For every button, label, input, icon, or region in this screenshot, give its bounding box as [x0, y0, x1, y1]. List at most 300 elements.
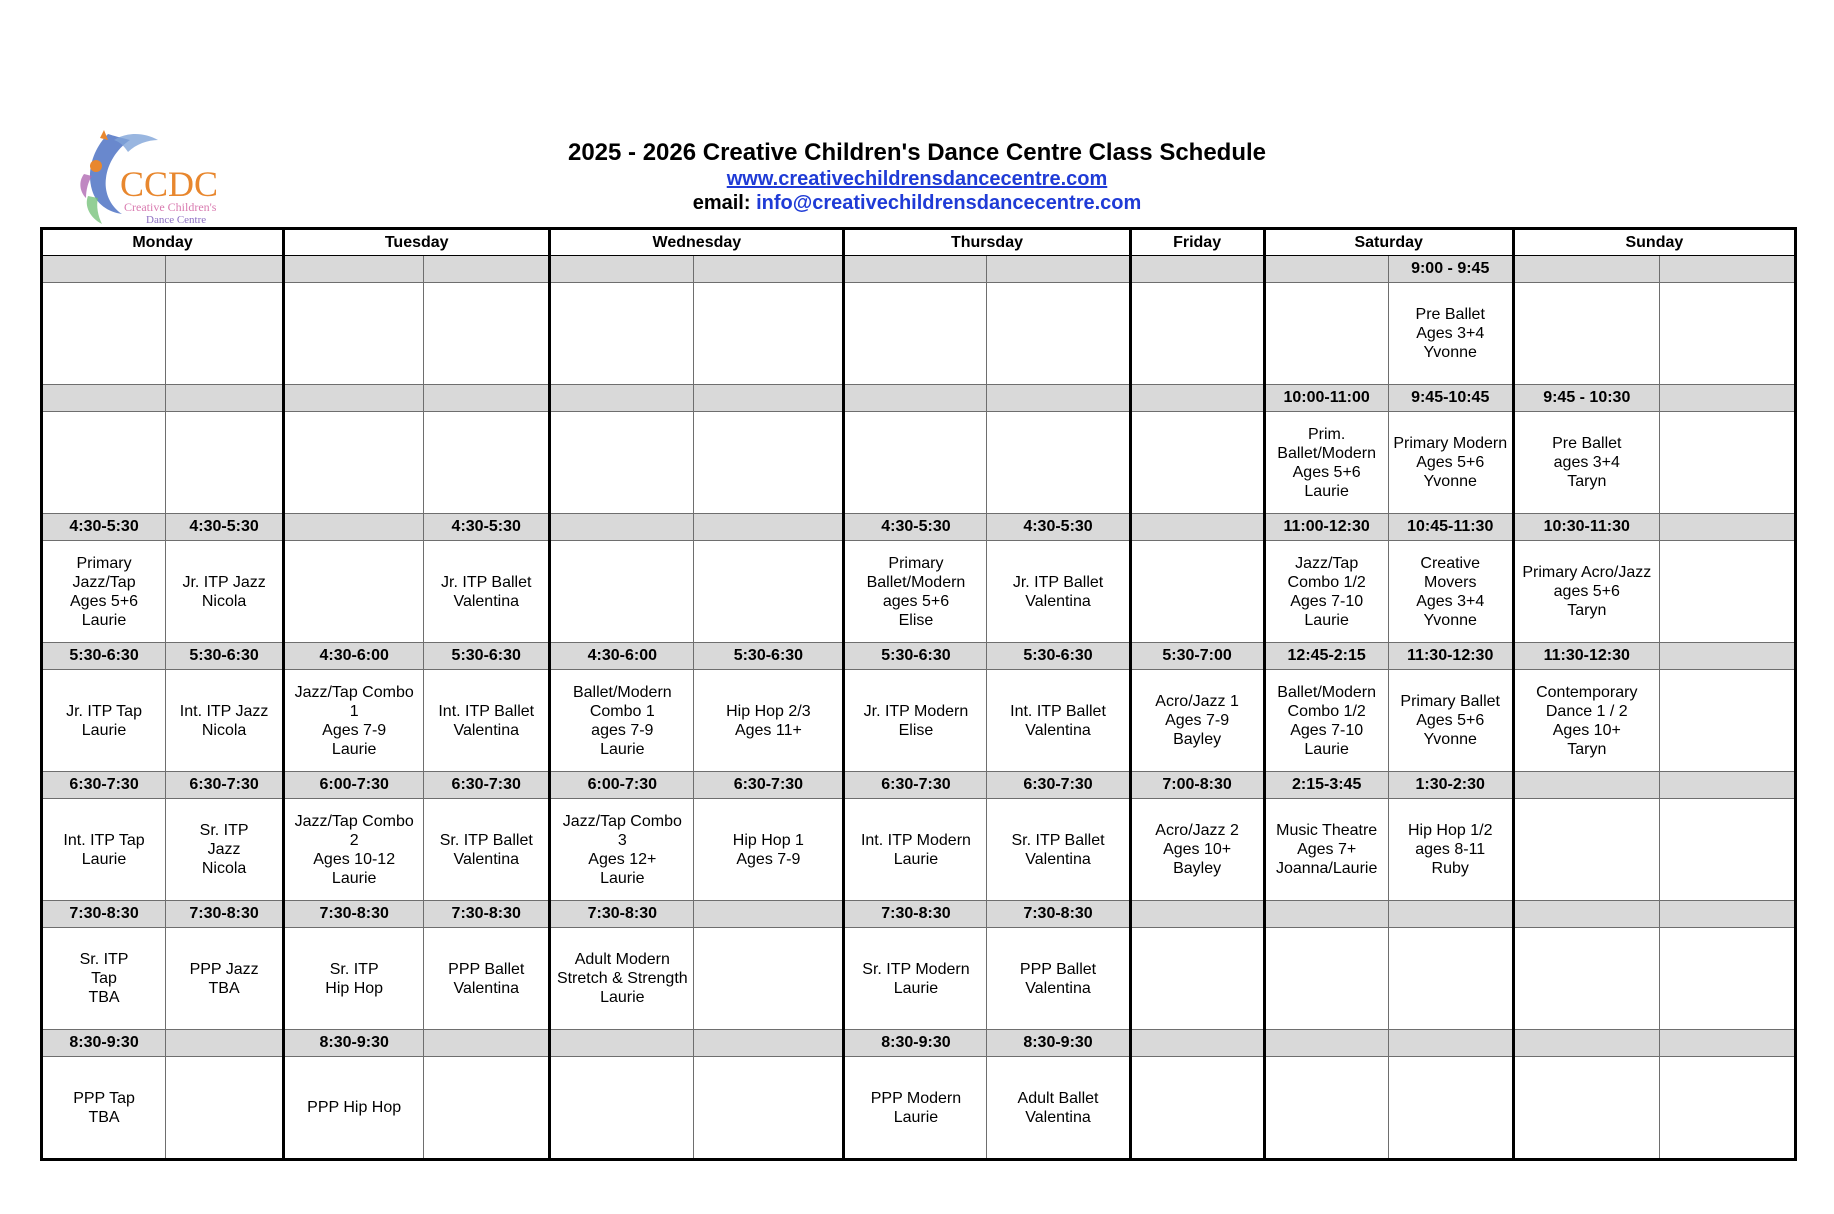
class-cell-sunday	[1659, 1057, 1795, 1160]
class-info-line: Jr. ITP Modern	[863, 702, 969, 720]
time-slot-sunday	[1659, 1030, 1795, 1057]
class-cell-tuesday	[284, 670, 424, 772]
time-slot-monday	[166, 1030, 284, 1057]
email-line	[40, 191, 1794, 215]
class-cell-tuesday	[284, 928, 424, 1030]
class-row	[42, 283, 1796, 385]
class-info-line: Adult Ballet	[1017, 1089, 1099, 1107]
time-row	[42, 256, 1796, 283]
time-slot-thursday: 7:30-8:30	[844, 901, 987, 928]
time-slot-monday	[42, 385, 166, 412]
class-cell-monday	[42, 1057, 166, 1160]
time-slot-wednesday	[550, 1030, 694, 1057]
class-cell-saturday	[1388, 541, 1513, 643]
class-info-line: Jazz/Tap	[72, 573, 136, 591]
website-link[interactable]: www.creativechildrensdancecentre.com	[726, 168, 1108, 190]
class-cell-wednesday	[550, 412, 694, 514]
class-info-line: Yvonne	[1423, 344, 1477, 361]
time-slot-wednesday	[550, 514, 694, 541]
class-cell-friday	[1130, 283, 1264, 385]
time-slot-monday	[166, 385, 284, 412]
time-slot-saturday: 12:45-2:15	[1264, 643, 1388, 670]
class-cell-monday	[166, 283, 284, 385]
class-info-line: ages 8-11	[1415, 841, 1486, 858]
class-info-line: Valentina	[453, 592, 519, 610]
class-info-line: Int. ITP Ballet	[1010, 702, 1106, 720]
class-cell-wednesday	[694, 412, 844, 514]
class-info-line: Ballet/Modern	[572, 683, 672, 701]
time-slot-thursday: 4:30-5:30	[987, 514, 1130, 541]
time-slot-thursday	[987, 256, 1130, 283]
class-info-line: Ages 7-9	[736, 850, 801, 868]
class-info-line: Int. ITP Modern	[860, 831, 971, 849]
class-info-line: Int. ITP Jazz	[179, 702, 269, 720]
class-info-line: Laurie	[1304, 482, 1349, 500]
time-slot-saturday: 10:00-11:00	[1264, 385, 1388, 412]
time-slot-thursday: 5:30-6:30	[844, 643, 987, 670]
class-cell-thursday	[844, 799, 987, 901]
class-cell-wednesday	[694, 283, 844, 385]
class-cell-friday	[1130, 928, 1264, 1030]
time-slot-monday: 5:30-6:30	[42, 643, 166, 670]
class-cell-wednesday	[694, 670, 844, 772]
class-info-line: Nicola	[201, 592, 247, 610]
class-info-line: Taryn	[1567, 740, 1607, 758]
class-cell-thursday	[844, 1057, 987, 1160]
class-cell-saturday	[1264, 283, 1388, 385]
class-info-line: Hip Hop 2/3	[726, 702, 811, 720]
time-slot-saturday: 11:00-12:30	[1264, 514, 1388, 541]
class-info-line: Hip Hop	[325, 979, 384, 997]
time-slot-friday: 7:00-8:30	[1130, 772, 1264, 799]
class-info-line: Joanna/Laurie	[1275, 860, 1378, 877]
class-info-line: Laurie	[331, 740, 377, 758]
class-cell-monday	[166, 928, 284, 1030]
logo-line2-text: Dance Centre	[146, 214, 207, 226]
class-cell-sunday	[1513, 670, 1659, 772]
class-cell-tuesday	[284, 412, 424, 514]
class-info-line: Jazz/Tap	[1295, 554, 1359, 572]
page-title: 2025 - 2026 Creative Children's Dance Centre Class Schedule	[567, 139, 1267, 166]
class-info-line: Laurie	[893, 979, 939, 997]
time-slot-wednesday	[550, 256, 694, 283]
class-row	[42, 799, 1796, 901]
class-info-line: Ages 5+6	[1416, 454, 1485, 471]
class-cell-thursday	[987, 283, 1130, 385]
logo-ccdc-text: CCDC	[120, 164, 219, 204]
class-info-line: Laurie	[600, 989, 645, 1006]
class-info-line: Combo 1/2	[1287, 573, 1366, 591]
class-info-line: Sr. ITP	[79, 951, 129, 968]
time-row	[42, 1030, 1796, 1057]
class-cell-saturday	[1264, 928, 1388, 1030]
class-info-line: PPP Modern	[870, 1089, 962, 1107]
class-cell-tuesday	[424, 799, 550, 901]
day-header-friday: Friday	[1130, 229, 1264, 256]
class-info-line: Primary Acro/Jazz	[1522, 564, 1652, 581]
time-slot-friday: 5:30-7:00	[1130, 643, 1264, 670]
class-info-line: Ages 10+	[1163, 841, 1232, 858]
time-slot-thursday	[844, 385, 987, 412]
class-info-line: Primary Modern	[1393, 435, 1508, 452]
class-cell-monday	[166, 670, 284, 772]
class-cell-saturday	[1264, 1057, 1388, 1160]
class-info-line: Laurie	[81, 611, 127, 629]
class-cell-thursday	[987, 412, 1130, 514]
class-cell-saturday	[1388, 670, 1513, 772]
time-slot-monday	[166, 256, 284, 283]
time-slot-wednesday: 5:30-6:30	[694, 643, 844, 670]
class-schedule-table	[40, 227, 1797, 1161]
class-cell-tuesday	[284, 1057, 424, 1160]
class-info-line: Ages 5+6	[70, 592, 139, 610]
class-cell-tuesday	[424, 928, 550, 1030]
class-cell-saturday	[1388, 799, 1513, 901]
class-info-line: Contemporary	[1536, 683, 1638, 701]
class-cell-monday	[42, 670, 166, 772]
schedule-header	[40, 138, 1794, 215]
time-slot-sunday	[1513, 256, 1659, 283]
time-slot-saturday: 11:30-12:30	[1388, 643, 1513, 670]
time-row	[42, 514, 1796, 541]
class-cell-monday	[166, 541, 284, 643]
time-slot-monday: 5:30-6:30	[166, 643, 284, 670]
time-row	[42, 385, 1796, 412]
class-info-line: Ages 10-12	[313, 850, 396, 868]
time-slot-friday	[1130, 1030, 1264, 1057]
website-line	[40, 168, 1794, 191]
time-slot-tuesday: 7:30-8:30	[424, 901, 550, 928]
class-cell-sunday	[1659, 928, 1795, 1030]
class-info-line: Jazz/Tap Combo	[294, 683, 414, 701]
time-slot-tuesday: 4:30-6:00	[284, 643, 424, 670]
class-info-line: Adult Modern	[574, 951, 670, 968]
time-slot-wednesday	[694, 1030, 844, 1057]
class-info-line: Valentina	[1025, 850, 1091, 868]
time-slot-thursday: 5:30-6:30	[987, 643, 1130, 670]
time-slot-tuesday	[284, 514, 424, 541]
class-info-line: Ballet/Modern	[1277, 683, 1377, 701]
time-slot-tuesday	[424, 385, 550, 412]
class-info-line: Jazz/Tap Combo	[294, 812, 414, 830]
class-info-line: Laurie	[331, 869, 377, 887]
class-info-line: Ages 11+	[734, 721, 802, 739]
class-info-line: Ages 12+	[588, 850, 657, 868]
time-slot-monday: 8:30-9:30	[42, 1030, 166, 1057]
class-cell-monday	[42, 799, 166, 901]
class-info-line: Primary Ballet	[1400, 693, 1500, 710]
time-slot-sunday	[1659, 772, 1795, 799]
time-slot-monday	[42, 256, 166, 283]
time-slot-wednesday: 4:30-6:00	[550, 643, 694, 670]
class-info-line: Laurie	[893, 850, 939, 868]
class-cell-thursday	[844, 283, 987, 385]
day-header-tuesday: Tuesday	[284, 229, 550, 256]
time-slot-tuesday	[284, 256, 424, 283]
class-cell-saturday	[1264, 412, 1388, 514]
class-cell-saturday	[1264, 670, 1388, 772]
class-info-line: Valentina	[453, 721, 519, 739]
time-slot-friday	[1130, 514, 1264, 541]
class-info-line: Acro/Jazz 1	[1155, 693, 1239, 710]
class-info-line: Ages 5+6	[1292, 463, 1361, 481]
class-cell-thursday	[987, 928, 1130, 1030]
schedule-body	[42, 256, 1796, 1160]
time-slot-saturday: 9:00 - 9:45	[1388, 256, 1513, 283]
class-info-line: Laurie	[1304, 611, 1349, 629]
class-cell-sunday	[1659, 541, 1795, 643]
class-info-line: Sr. ITP Ballet	[439, 831, 533, 849]
class-info-line: Bayley	[1173, 860, 1222, 877]
class-info-line: Combo 1/2	[1287, 702, 1366, 720]
class-info-line: Laurie	[1304, 740, 1349, 758]
class-info-line: Valentina	[1025, 592, 1091, 610]
class-info-line: Taryn	[1567, 602, 1607, 619]
class-info-line: Jazz/Tap Combo	[562, 812, 682, 830]
time-slot-wednesday	[694, 256, 844, 283]
time-slot-saturday: 10:45-11:30	[1388, 514, 1513, 541]
class-cell-saturday	[1388, 283, 1513, 385]
time-slot-tuesday: 7:30-8:30	[284, 901, 424, 928]
class-cell-friday	[1130, 412, 1264, 514]
class-cell-wednesday	[694, 541, 844, 643]
class-cell-tuesday	[424, 1057, 550, 1160]
time-slot-saturday: 1:30-2:30	[1388, 772, 1513, 799]
class-info-line: Prim.	[1307, 425, 1346, 443]
class-cell-sunday	[1659, 799, 1795, 901]
class-cell-sunday	[1513, 799, 1659, 901]
time-slot-monday: 7:30-8:30	[166, 901, 284, 928]
class-info-line: Valentina	[453, 850, 519, 868]
time-slot-monday: 6:30-7:30	[42, 772, 166, 799]
time-slot-wednesday: 6:30-7:30	[694, 772, 844, 799]
class-cell-friday	[1130, 541, 1264, 643]
time-slot-sunday	[1659, 514, 1795, 541]
class-cell-saturday	[1388, 928, 1513, 1030]
time-slot-monday: 4:30-5:30	[42, 514, 166, 541]
class-cell-tuesday	[284, 799, 424, 901]
class-info-line: Hip Hop 1	[732, 831, 804, 849]
time-slot-sunday: 10:30-11:30	[1513, 514, 1659, 541]
class-info-line: Dance 1 / 2	[1545, 702, 1628, 720]
time-slot-thursday: 8:30-9:30	[987, 1030, 1130, 1057]
class-row	[42, 412, 1796, 514]
time-slot-saturday	[1264, 1030, 1388, 1057]
class-info-line: 2	[349, 831, 359, 849]
class-cell-saturday	[1264, 541, 1388, 643]
class-info-line: PPP Jazz	[189, 960, 259, 978]
class-cell-wednesday	[694, 928, 844, 1030]
class-cell-wednesday	[550, 541, 694, 643]
class-info-line: Valentina	[1025, 721, 1091, 739]
class-cell-sunday	[1513, 283, 1659, 385]
class-cell-saturday	[1388, 412, 1513, 514]
class-info-line: Laurie	[81, 721, 127, 739]
class-info-line: Ages 7-9	[1165, 712, 1230, 729]
time-slot-friday	[1130, 256, 1264, 283]
class-cell-wednesday	[550, 1057, 694, 1160]
time-slot-thursday: 6:30-7:30	[987, 772, 1130, 799]
class-cell-saturday	[1264, 799, 1388, 901]
class-info-line: TBA	[88, 989, 120, 1006]
class-info-line: Sr. ITP Ballet	[1011, 831, 1105, 849]
class-info-line: Ages 5+6	[1416, 712, 1485, 729]
time-slot-sunday	[1513, 772, 1659, 799]
class-info-line: Ages 3+4	[1416, 325, 1485, 342]
class-info-line: PPP Ballet	[1019, 960, 1097, 978]
class-info-line: ages 7-9	[591, 721, 654, 739]
class-info-line: Pre Ballet	[1415, 306, 1485, 323]
class-cell-tuesday	[284, 541, 424, 643]
class-cell-thursday	[987, 541, 1130, 643]
class-info-line: Primary	[888, 554, 944, 572]
email-label: email:	[692, 192, 757, 214]
time-slot-saturday: 2:15-3:45	[1264, 772, 1388, 799]
class-info-line: Jazz	[207, 841, 241, 858]
class-info-line: Primary	[76, 554, 132, 572]
time-slot-saturday: 9:45-10:45	[1388, 385, 1513, 412]
time-slot-sunday	[1659, 901, 1795, 928]
email-link[interactable]: info@creativechildrensdancecentre.com	[756, 192, 1142, 214]
logo-line1-text: Creative Children's	[124, 200, 217, 214]
class-info-line: PPP Hip Hop	[307, 1099, 402, 1116]
class-cell-friday	[1130, 1057, 1264, 1160]
class-info-line: Sr. ITP	[329, 960, 379, 978]
class-info-line: Pre Ballet	[1552, 435, 1622, 452]
class-info-line: Laurie	[893, 1108, 939, 1126]
class-cell-wednesday	[694, 799, 844, 901]
class-cell-wednesday	[550, 799, 694, 901]
time-slot-sunday	[1659, 256, 1795, 283]
time-row	[42, 772, 1796, 799]
class-info-line: Ages 10+	[1552, 721, 1621, 739]
class-info-line: Laurie	[81, 850, 127, 868]
class-info-line: Tap	[91, 970, 117, 987]
class-info-line: Music Theatre	[1276, 822, 1378, 839]
class-row	[42, 928, 1796, 1030]
class-cell-sunday	[1513, 928, 1659, 1030]
class-info-line: Acro/Jazz 2	[1155, 822, 1239, 839]
class-cell-thursday	[987, 1057, 1130, 1160]
class-info-line: Ages 7+	[1297, 841, 1357, 858]
class-cell-thursday	[987, 670, 1130, 772]
class-info-line: Sr. ITP	[199, 822, 249, 839]
time-row	[42, 643, 1796, 670]
class-cell-tuesday	[424, 670, 550, 772]
time-slot-sunday	[1659, 385, 1795, 412]
class-info-line: ages 3+4	[1553, 454, 1620, 471]
class-info-line: Elise	[898, 721, 934, 739]
class-info-line: Elise	[898, 611, 934, 629]
time-slot-thursday: 8:30-9:30	[844, 1030, 987, 1057]
class-info-line: TBA	[208, 979, 240, 997]
day-header-saturday: Saturday	[1264, 229, 1513, 256]
class-cell-monday	[42, 412, 166, 514]
class-info-line: Laurie	[600, 869, 645, 887]
class-info-line: Nicola	[201, 721, 247, 739]
class-info-line: ages 5+6	[1553, 583, 1620, 600]
class-cell-thursday	[844, 412, 987, 514]
class-cell-monday	[166, 1057, 284, 1160]
class-info-line: Laurie	[600, 740, 645, 758]
time-slot-wednesday	[550, 385, 694, 412]
class-cell-tuesday	[424, 541, 550, 643]
class-cell-tuesday	[424, 283, 550, 385]
class-info-line: Valentina	[1025, 1108, 1091, 1126]
class-info-line: Ages 7-10	[1290, 592, 1364, 610]
class-info-line: Yvonne	[1423, 473, 1477, 490]
time-slot-wednesday	[694, 901, 844, 928]
class-info-line: ages 5+6	[882, 592, 950, 610]
time-slot-thursday: 4:30-5:30	[844, 514, 987, 541]
time-slot-sunday	[1513, 1030, 1659, 1057]
time-slot-tuesday: 6:00-7:30	[284, 772, 424, 799]
class-info-line: Combo 1	[589, 702, 655, 720]
class-cell-sunday	[1659, 412, 1795, 514]
class-cell-monday	[166, 799, 284, 901]
time-slot-monday: 7:30-8:30	[42, 901, 166, 928]
class-cell-wednesday	[550, 283, 694, 385]
class-cell-monday	[42, 928, 166, 1030]
class-info-line: Jr. ITP Tap	[66, 702, 142, 720]
class-info-line: PPP Ballet	[448, 960, 525, 978]
class-info-line: Jr. ITP Ballet	[441, 573, 532, 591]
time-slot-saturday	[1264, 901, 1388, 928]
class-row	[42, 670, 1796, 772]
time-slot-wednesday: 7:30-8:30	[550, 901, 694, 928]
class-info-line: Yvonne	[1423, 611, 1477, 629]
class-info-line: Ballet/Modern	[866, 573, 966, 591]
time-slot-tuesday: 5:30-6:30	[424, 643, 550, 670]
day-header-sunday: Sunday	[1513, 229, 1795, 256]
time-slot-wednesday	[694, 514, 844, 541]
time-slot-thursday: 7:30-8:30	[987, 901, 1130, 928]
class-row	[42, 541, 1796, 643]
time-slot-sunday	[1659, 643, 1795, 670]
class-cell-wednesday	[550, 670, 694, 772]
class-info-line: Valentina	[1025, 979, 1091, 997]
class-info-line: Bayley	[1173, 731, 1222, 748]
class-info-line: Jr. ITP Ballet	[1012, 573, 1104, 591]
class-cell-wednesday	[694, 1057, 844, 1160]
class-cell-wednesday	[550, 928, 694, 1030]
class-info-line: Yvonne	[1423, 731, 1477, 748]
time-slot-tuesday: 4:30-5:30	[424, 514, 550, 541]
time-slot-tuesday	[424, 256, 550, 283]
class-cell-friday	[1130, 670, 1264, 772]
time-slot-sunday: 11:30-12:30	[1513, 643, 1659, 670]
class-cell-thursday	[844, 928, 987, 1030]
time-slot-monday: 6:30-7:30	[166, 772, 284, 799]
day-header-thursday: Thursday	[844, 229, 1130, 256]
class-cell-monday	[42, 283, 166, 385]
time-slot-saturday	[1264, 256, 1388, 283]
time-slot-tuesday: 8:30-9:30	[284, 1030, 424, 1057]
class-info-line: Sr. ITP Modern	[862, 960, 970, 978]
time-slot-thursday	[987, 385, 1130, 412]
class-cell-sunday	[1659, 670, 1795, 772]
time-slot-wednesday: 6:00-7:30	[550, 772, 694, 799]
class-cell-tuesday	[424, 412, 550, 514]
time-slot-tuesday	[284, 385, 424, 412]
time-slot-friday	[1130, 385, 1264, 412]
class-info-line: 1	[349, 702, 359, 720]
class-cell-monday	[42, 541, 166, 643]
day-header-monday: Monday	[42, 229, 284, 256]
class-info-line: Movers	[1423, 573, 1477, 591]
class-info-line: Ages 3+4	[1416, 592, 1485, 610]
class-cell-tuesday	[284, 283, 424, 385]
